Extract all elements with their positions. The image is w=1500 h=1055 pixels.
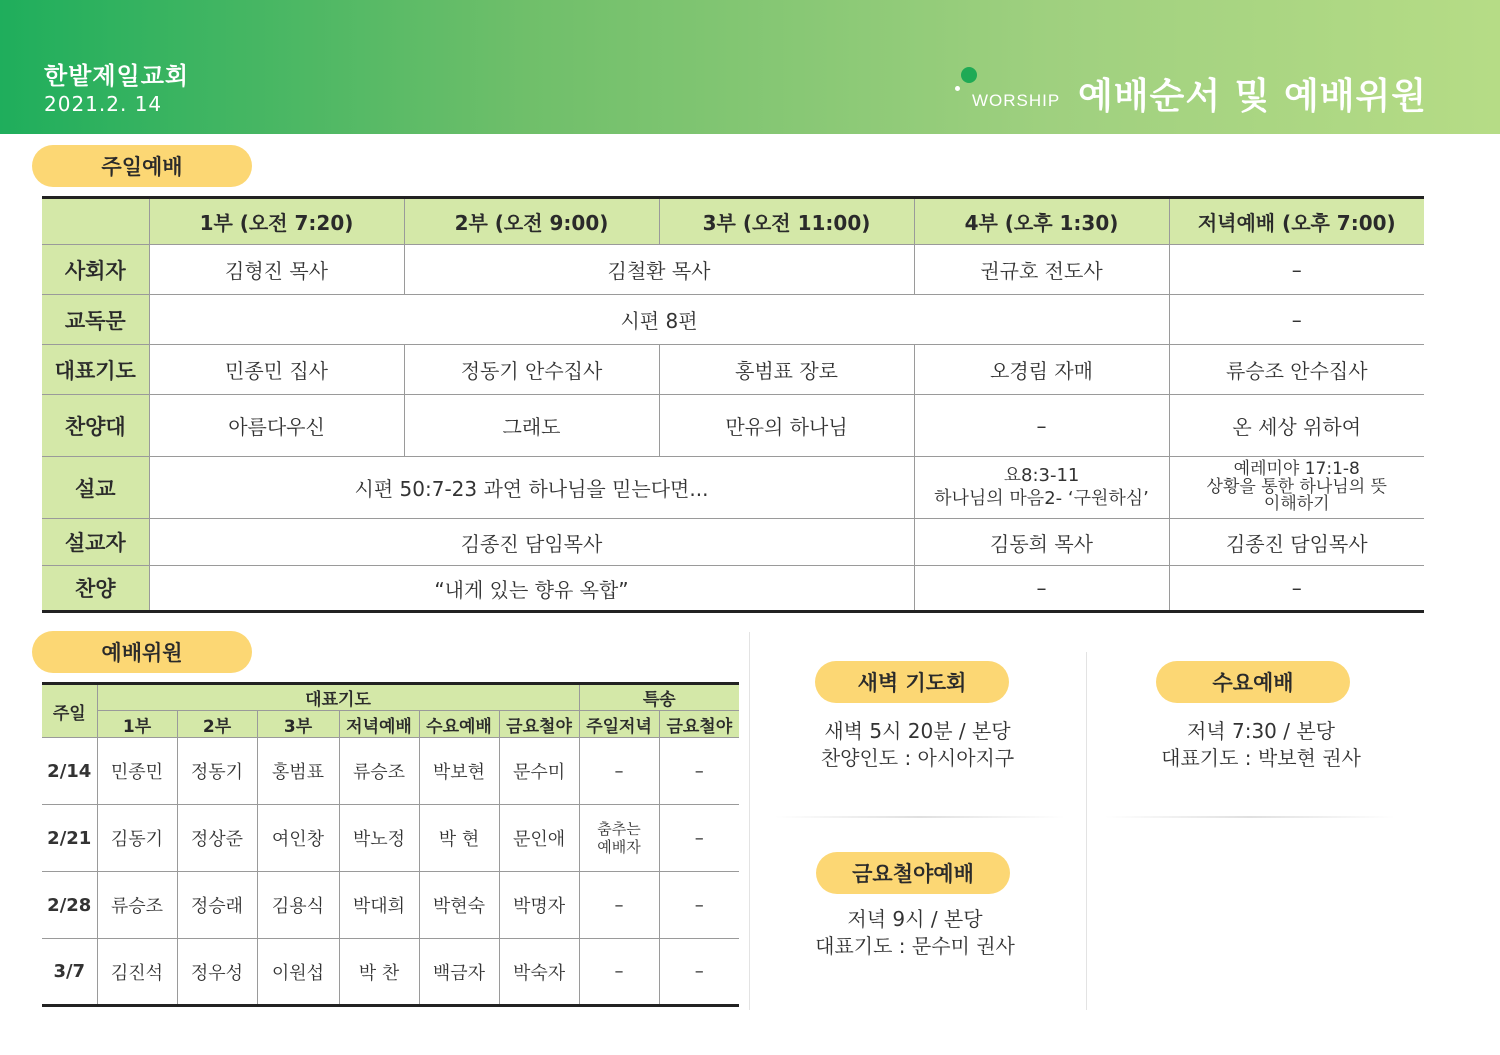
table-cell: 만유의 하나님: [659, 395, 914, 457]
table-cell: 정우성: [177, 939, 257, 1006]
table-cell: 시편 8편: [149, 295, 1169, 345]
table-cell: 정동기: [177, 738, 257, 805]
special-song-text: 예배자: [597, 838, 641, 856]
table-cell: 류승조: [339, 738, 419, 805]
table-cell: –: [659, 872, 739, 939]
horizontal-divider: [775, 816, 1065, 818]
column-header: 금요철야: [499, 711, 579, 738]
column-header: 3부 (오전 11:00): [659, 198, 914, 245]
date-cell: 2/28: [42, 872, 97, 939]
table-cell: 김진석: [97, 939, 177, 1006]
table-row: [42, 519, 1424, 566]
column-header: 4부 (오후 1:30): [914, 198, 1169, 245]
info-line: 대표기도 : 박보현 권사: [1161, 746, 1361, 770]
table-row: [42, 457, 1424, 519]
table-cell: 김종진 담임목사: [149, 519, 914, 566]
sermon-passage: 요8:3-11: [1003, 465, 1080, 486]
table-cell: 류승조: [97, 872, 177, 939]
table-cell: –: [1169, 245, 1424, 295]
column-header: 3부: [257, 711, 339, 738]
row-header: 찬양대: [42, 395, 149, 457]
column-group-header: 특송: [579, 684, 739, 711]
table-cell: –: [659, 738, 739, 805]
friday-service-info: [765, 906, 1065, 960]
table-row: [42, 738, 739, 805]
table-cell: 박보현: [419, 738, 499, 805]
column-group-header: 대표기도: [97, 684, 579, 711]
column-header: 수요예배: [419, 711, 499, 738]
horizontal-divider: [1105, 816, 1395, 818]
table-row: [42, 395, 1424, 457]
table-cell: –: [659, 939, 739, 1006]
table-row: [42, 245, 1424, 295]
date-cell: 2/21: [42, 805, 97, 872]
church-name: 한밭제일교회: [44, 62, 190, 90]
sermon-title: 이해하기: [1263, 494, 1330, 515]
table-cell: 이원섭: [257, 939, 339, 1006]
table-cell: 박노정: [339, 805, 419, 872]
column-header: 주일저녁: [579, 711, 659, 738]
row-header: 설교: [42, 457, 149, 519]
vertical-divider: [749, 632, 750, 1010]
info-line: 새벽 5시 20분 / 본당: [824, 719, 1011, 743]
table-row: [42, 939, 739, 1006]
table-cell: 정동기 안수집사: [404, 345, 659, 395]
row-header: 설교자: [42, 519, 149, 566]
table-cell: 김철환 목사: [404, 245, 914, 295]
table-cell: “내게 있는 향유 옥합”: [149, 566, 914, 612]
table-cell: 여인창: [257, 805, 339, 872]
table-cell: 박 현: [419, 805, 499, 872]
table-cell: 민종민: [97, 738, 177, 805]
table-cell: [1169, 457, 1424, 519]
row-header: 대표기도: [42, 345, 149, 395]
table-cell: 김동희 목사: [914, 519, 1169, 566]
sermon-title: 하나님의 마음2- ‘구원하심’: [934, 487, 1149, 509]
green-dot-icon: [961, 67, 977, 83]
table-row: [42, 345, 1424, 395]
table-cell: 문인애: [499, 805, 579, 872]
table-cell: –: [659, 805, 739, 872]
dawn-prayer-info: [770, 718, 1065, 772]
table-cell: 홍범표 장로: [659, 345, 914, 395]
bulletin-date: 2021.2. 14: [44, 92, 163, 116]
white-dot-icon: [955, 86, 960, 91]
worship-label: WORSHIP: [972, 91, 1061, 110]
table-cell: 온 세상 위하여: [1169, 395, 1424, 457]
column-header: 금요철야: [659, 711, 739, 738]
table-cell: 민종민 집사: [149, 345, 404, 395]
table-cell: –: [1169, 566, 1424, 612]
row-header: 찬양: [42, 566, 149, 612]
dawn-prayer-label: 새벽 기도회: [815, 661, 1009, 703]
table-row: [42, 805, 739, 872]
table-cell: 김종진 담임목사: [1169, 519, 1424, 566]
table-cell: 오경림 자매: [914, 345, 1169, 395]
sermon-title: 상황을 통한 하나님의 뜻: [1206, 476, 1387, 497]
table-cell: [914, 457, 1169, 519]
table-cell: –: [914, 566, 1169, 612]
date-cell: 2/14: [42, 738, 97, 805]
wednesday-service-info: [1110, 718, 1412, 772]
page-title: 예배순서 및 예배위원: [1078, 76, 1428, 117]
page-header: [0, 0, 1500, 134]
info-line: 저녁 9시 / 본당: [847, 907, 983, 931]
table-cell: 김동기: [97, 805, 177, 872]
table-cell: 그래도: [404, 395, 659, 457]
table-cell: 박숙자: [499, 939, 579, 1006]
vertical-divider: [1086, 652, 1087, 1010]
committee-label: 예배위원: [32, 631, 252, 673]
table-cell: –: [579, 872, 659, 939]
table-cell: 권규호 전도사: [914, 245, 1169, 295]
table-cell: 아름다우신: [149, 395, 404, 457]
column-header: 주일: [42, 684, 97, 738]
table-cell: 문수미: [499, 738, 579, 805]
special-song-text: 춤추는: [597, 820, 641, 838]
table-cell: 박현숙: [419, 872, 499, 939]
table-cell: –: [914, 395, 1169, 457]
table-header-row: [42, 198, 1424, 245]
table-header-row: [42, 684, 739, 711]
corner-cell: [42, 198, 149, 245]
table-row: [42, 295, 1424, 345]
table-cell: 박대희: [339, 872, 419, 939]
sunday-service-label: 주일예배: [32, 145, 252, 187]
column-header: 저녁예배 (오후 7:00): [1169, 198, 1424, 245]
table-cell: 정상준: [177, 805, 257, 872]
column-header: 1부: [97, 711, 177, 738]
table-header-row: [42, 711, 739, 738]
table-cell: –: [579, 738, 659, 805]
table-cell: 백금자: [419, 939, 499, 1006]
table-cell: 류승조 안수집사: [1169, 345, 1424, 395]
date-cell: 3/7: [42, 939, 97, 1006]
table-cell: 홍범표: [257, 738, 339, 805]
table-cell: 정승래: [177, 872, 257, 939]
column-header: 저녁예배: [339, 711, 419, 738]
column-header: 2부 (오전 9:00): [404, 198, 659, 245]
table-cell: 박 찬: [339, 939, 419, 1006]
info-line: 대표기도 : 문수미 권사: [815, 934, 1015, 958]
table-cell: 시편 50:7-23 과연 하나님을 믿는다면...: [149, 457, 914, 519]
friday-service-label: 금요철야예배: [816, 852, 1010, 894]
row-header: 사회자: [42, 245, 149, 295]
table-cell: 김형진 목사: [149, 245, 404, 295]
sermon-passage: 예레미야 17:1-8: [1233, 458, 1360, 479]
table-row: [42, 566, 1424, 612]
table-cell: [579, 805, 659, 872]
wednesday-service-label: 수요예배: [1156, 661, 1350, 703]
sunday-service-table: [42, 196, 1424, 613]
table-cell: –: [579, 939, 659, 1006]
info-line: 저녁 7:30 / 본당: [1186, 719, 1335, 743]
row-header: 교독문: [42, 295, 149, 345]
table-cell: 박명자: [499, 872, 579, 939]
committee-table: [42, 682, 739, 1007]
column-header: 2부: [177, 711, 257, 738]
column-header: 1부 (오전 7:20): [149, 198, 404, 245]
info-line: 찬양인도 : 아시아지구: [820, 746, 1015, 770]
table-cell: 김용식: [257, 872, 339, 939]
table-row: [42, 872, 739, 939]
table-cell: –: [1169, 295, 1424, 345]
